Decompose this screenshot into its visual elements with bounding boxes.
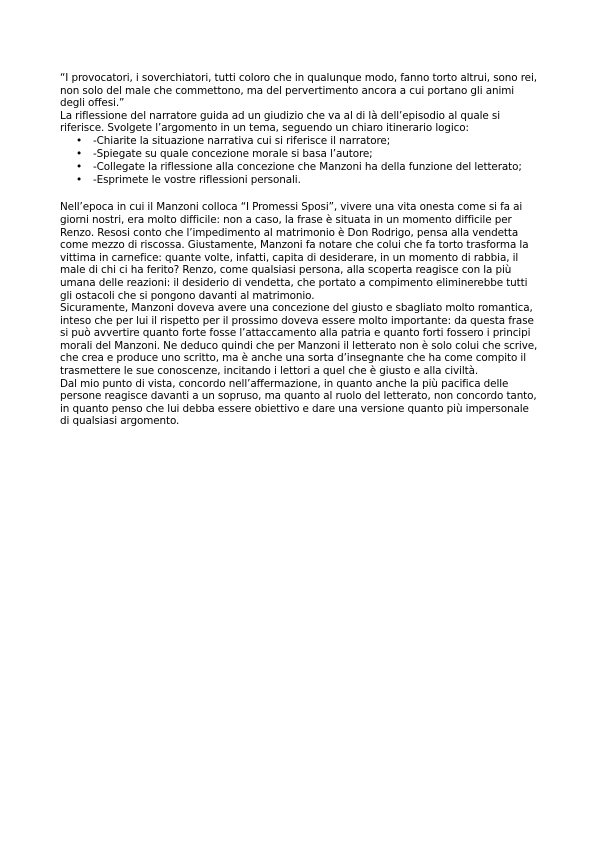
essay-paragraph: Dal mio punto di vista, concordo nell’affermazione, in quanto anche la più pacifica delle persone reagisce davanti a un sopruso, ma quanto al ruolo del letterato, non concordo tanto, in quanto penso che lui debba essere obiettivo e dare una versione quanto più impersonale di qualsiasi argomento. (60, 377, 537, 428)
assignment-intro: La riflessione del narratore guida ad un giudizio che va al di là dell’episodio al quale si riferisce. Svolgete l’argomento in un tema, seguendo un chiaro itinerario logico: (60, 109, 501, 135)
essay-paragraph: Nell’epoca in cui il Manzoni colloca “I Promessi Sposi”, vivere una vita onesta come si fa ai giorni nostri, era molto difficile: non a caso, la frase è situata in un momento difficile per Renzo. Resosi conto che l’impedimento al matrimonio è Don Rodrigo, pensa alla vendetta come mezzo di riscossa. Giustamente, Manzoni fa notare che colui che fa torto trasforma la vittima in carnefice: quante volte, infatti, capita di desiderare, in un momento di rabbia, il male di chi ci ha ferito? Renzo, come qualsiasi persona, alla scoperta reagisce con la più umana delle reazioni: il desiderio di vendetta, che portato a compimento eliminerebbe tutti gli ostacoli che si pongono davanti al matrimonio. (60, 201, 529, 302)
bullet-icon: • (76, 134, 83, 147)
task-item (76, 174, 538, 187)
bullet-icon: • (76, 161, 83, 174)
task-text: -Esprimete le vostre riflessioni personali. (93, 174, 301, 187)
bullet-icon: • (76, 148, 83, 161)
paragraph-gap (60, 187, 538, 201)
task-item (76, 161, 538, 174)
bullet-icon: • (76, 174, 83, 187)
task-list (60, 135, 538, 187)
task-item (76, 135, 538, 148)
task-text: -Collegate la riflessione alla concezione che Manzoni ha della funzione del letterato; (93, 161, 522, 174)
task-text: -Spiegate su quale concezione morale si basa l’autore; (93, 148, 373, 161)
task-item (76, 148, 538, 161)
task-text: -Chiarite la situazione narrativa cui si riferisce il narratore; (93, 134, 391, 147)
quote-paragraph: “I provocatori, i soverchiatori, tutti coloro che in qualunque modo, fanno torto altrui, sono rei, non solo del male che commettono, ma del pervertimento ancora a cui portano gli animi degli offesi.” (60, 72, 537, 110)
essay-paragraph: Sicuramente, Manzoni doveva avere una concezione del giusto e sbagliato molto romantica, inteso che per lui il rispetto per il prossimo doveva essere molto importante: da questa frase si può avvertire quanto forte fosse l’attaccamento alla patria e quanto forti fossero i principi morali del Manzoni. Ne deduco quindi che per Manzoni il letterato non è solo colui che scrive, che crea e produce uno scritto, ma è anche una sorta d’insegnante che ha come compito il trasmettere le sue conoscenze, incitando i lettori a quel che è giusto e alla civiltà. (60, 302, 538, 378)
